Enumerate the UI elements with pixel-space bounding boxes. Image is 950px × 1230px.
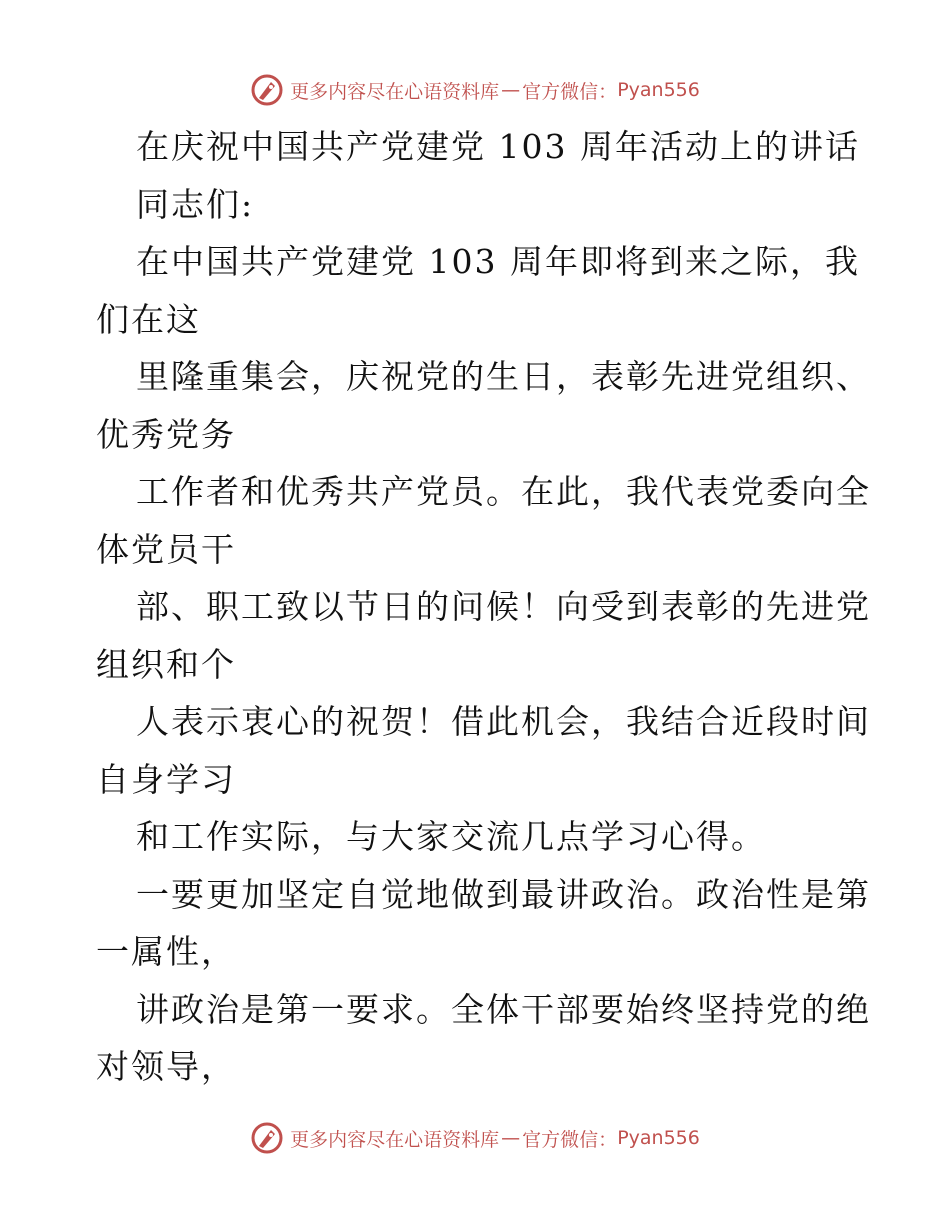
text-line: 体党员干: [96, 529, 236, 569]
footer-watermark-banner: [0, 1118, 950, 1158]
banner-wechat-label: 官方微信：: [522, 80, 618, 103]
banner-brand-text: 更多内容尽在心语资料库: [290, 80, 500, 103]
text-line: 和工作实际，与大家交流几点学习心得。: [136, 817, 766, 856]
text-line: 在中国共产党建党 103 周年即将到来之际，我: [136, 242, 860, 281]
text-line: 对领导，: [96, 1047, 236, 1086]
banner-wechat-label: 官方微信：: [522, 1128, 618, 1151]
banner-separator: —: [501, 79, 521, 101]
banner-wechat-id: Pyan556: [617, 1127, 700, 1149]
banner-separator: —: [501, 1127, 521, 1149]
header-watermark-banner: [0, 70, 950, 110]
document-body: [96, 118, 871, 1096]
text-line: 人表示衷心的祝贺！借此机会，我结合近段时间: [136, 702, 871, 741]
banner-wechat-id: Pyan556: [617, 79, 700, 101]
text-line: 在庆祝中国共产党建党 103 周年活动上的讲话: [136, 127, 860, 166]
text-line: 一要更加坚定自觉地做到最讲政治。政治性是第: [136, 874, 871, 914]
banner-brand-text: 更多内容尽在心语资料库: [290, 1128, 500, 1151]
text-line: 组织和个: [96, 644, 236, 684]
text-line: 们在这: [96, 299, 201, 339]
text-line: 工作者和优秀共产党员。在此，我代表党委向全: [136, 472, 871, 511]
text-line: 一属性，: [96, 932, 236, 971]
text-line: 里隆重集会，庆祝党的生日，表彰先进党组织、: [136, 357, 871, 396]
text-line: 讲政治是第一要求。全体干部要始终坚持党的绝: [136, 989, 871, 1029]
text-line: 优秀党务: [96, 414, 236, 454]
pen-nib-icon: [250, 73, 284, 107]
text-line: 自身学习: [96, 759, 236, 799]
pen-nib-icon: [250, 1121, 284, 1155]
text-line: 部、职工致以节日的问候！向受到表彰的先进党: [136, 587, 871, 626]
text-line: 同志们:: [136, 184, 255, 224]
